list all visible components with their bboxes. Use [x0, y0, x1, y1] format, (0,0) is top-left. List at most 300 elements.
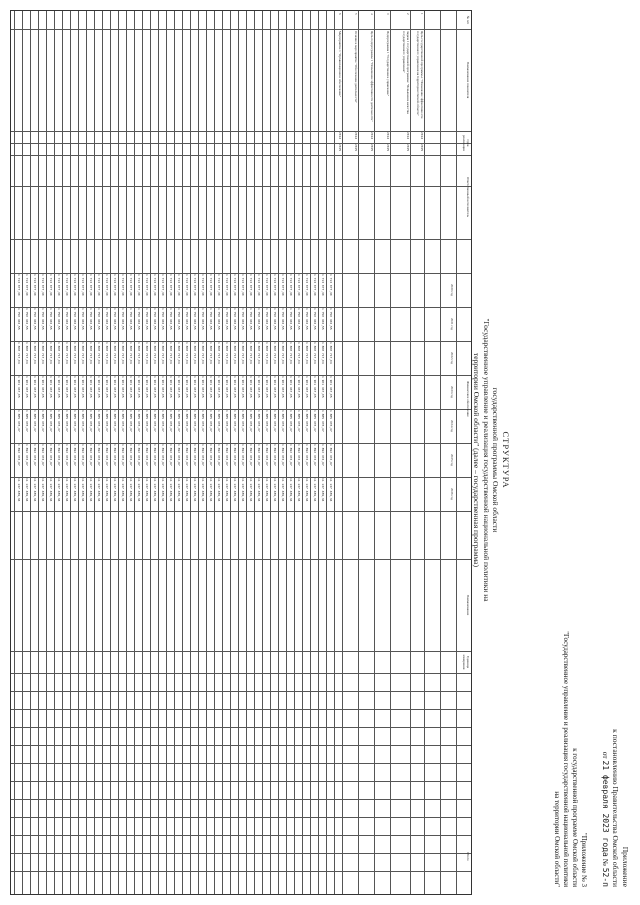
- value-cell: 11 137 489,34: [89, 478, 93, 502]
- value-cell: 1 901 437,05: [201, 376, 205, 398]
- table-column-rule: [11, 763, 471, 764]
- table-column-rule: [11, 691, 471, 692]
- row-name: Цель подпрограммы 1 "Повышение эффективности деятельности": [370, 31, 374, 122]
- table-row-rule: [326, 11, 327, 894]
- value-cell: 1 808 717,04: [17, 342, 21, 364]
- value-cell: 1 750 402,55: [17, 308, 21, 330]
- value-cell: 1 713 677,30: [233, 274, 237, 296]
- title-line-2: "Государственное управление и реализация государственной национальной политики на: [482, 318, 491, 602]
- year-header-cell: 2024 год: [450, 420, 454, 432]
- value-cell: 1 901 437,05: [129, 376, 133, 398]
- value-cell: 1 713 677,30: [169, 274, 173, 296]
- value-cell: 1 713 677,30: [113, 274, 117, 296]
- value-cell: 1 713 677,30: [65, 274, 69, 296]
- year-header-cell: 2025 год: [450, 454, 454, 466]
- value-cell: 1 901 437,05: [289, 376, 293, 398]
- number-value: 52-п: [601, 867, 610, 887]
- value-cell: 11 137 489,34: [257, 478, 261, 502]
- value-cell: 11 137 489,34: [321, 478, 325, 502]
- value-cell: 11 137 489,34: [153, 478, 157, 502]
- value-cell: 1 808 717,04: [297, 342, 301, 364]
- value-cell: 11 137 489,34: [329, 478, 333, 502]
- value-cell: 11 137 489,34: [41, 478, 45, 502]
- table-row-rule: [390, 11, 391, 894]
- value-cell: 1 808 717,04: [137, 342, 141, 364]
- value-cell: 1 713 677,30: [89, 274, 93, 296]
- value-cell: 1 713 677,30: [41, 274, 45, 296]
- value-cell: 1 808 717,04: [169, 342, 173, 364]
- value-cell: 1 808 717,04: [257, 342, 261, 364]
- value-cell: 1 885 476,47: [17, 410, 21, 432]
- value-cell: 1 713 677,30: [289, 274, 293, 296]
- value-cell: 1 901 437,05: [281, 376, 285, 398]
- value-cell: 1 885 476,47: [105, 410, 109, 432]
- value-cell: 1 885 476,47: [273, 410, 277, 432]
- table-row-rule: [214, 11, 215, 894]
- value-cell: 1 713 677,30: [33, 274, 37, 296]
- value-cell: 1 750 402,55: [201, 308, 205, 330]
- value-cell: 1 750 402,55: [313, 308, 317, 330]
- value-cell: 1 713 677,30: [137, 274, 141, 296]
- value-cell: 1 713 677,30: [217, 274, 221, 296]
- value-cell: 1 750 402,55: [97, 308, 101, 330]
- value-cell: 1 808 717,04: [273, 342, 277, 364]
- value-cell: 1 808 717,04: [241, 342, 245, 364]
- value-cell: 1 885 476,47: [321, 410, 325, 432]
- table-row-rule: [110, 11, 111, 894]
- value-cell: 1 901 437,05: [137, 376, 141, 398]
- value-cell: 1 750 402,55: [273, 308, 277, 330]
- table-header-cell: Ответственный исполнитель: [466, 176, 470, 218]
- value-cell: 1 892 474,97: [129, 444, 133, 466]
- table-column-rule: [11, 651, 471, 652]
- value-cell: 1 892 474,97: [289, 444, 293, 466]
- value-cell: 1 750 402,55: [209, 308, 213, 330]
- value-cell: 1 750 402,55: [225, 308, 229, 330]
- value-cell: 1 901 437,05: [49, 376, 53, 398]
- table-row-rule: [318, 11, 319, 894]
- table-row-rule: [198, 11, 199, 894]
- value-cell: 1 892 474,97: [217, 444, 221, 466]
- table-column-rule: [11, 673, 471, 674]
- value-cell: 1 713 677,30: [121, 274, 125, 296]
- value-cell: 1 892 474,97: [89, 444, 93, 466]
- table-column-rule: [11, 835, 471, 836]
- value-cell: 1 750 402,55: [169, 308, 173, 330]
- row-name: Цель государственной программы: "Повышение эффективности государственного управления на территории Омской области": [416, 31, 424, 119]
- value-cell: 1 808 717,04: [177, 342, 181, 364]
- row-end-year: 2025: [386, 144, 390, 152]
- value-cell: 1 808 717,04: [233, 342, 237, 364]
- value-cell: 1 892 474,97: [25, 444, 29, 466]
- document-title: [472, 250, 510, 670]
- value-cell: 11 137 489,34: [161, 478, 165, 502]
- table-row-rule: [102, 11, 103, 894]
- value-cell: 1 892 474,97: [241, 444, 245, 466]
- table-header-cell: Срок реализации: [462, 134, 470, 152]
- table-row-rule: [374, 11, 375, 894]
- value-cell: 1 750 402,55: [81, 308, 85, 330]
- value-cell: 1 808 717,04: [145, 342, 149, 364]
- value-cell: 1 892 474,97: [233, 444, 237, 466]
- table-column-rule: [11, 239, 471, 240]
- value-cell: 11 137 489,34: [73, 478, 77, 502]
- value-cell: 1 885 476,47: [153, 410, 157, 432]
- value-cell: 11 137 489,34: [217, 478, 221, 502]
- value-cell: 1 750 402,55: [137, 308, 141, 330]
- value-cell: 11 137 489,34: [177, 478, 181, 502]
- value-cell: 1 901 437,05: [257, 376, 261, 398]
- value-cell: 1 892 474,97: [81, 444, 85, 466]
- value-cell: 1 750 402,55: [161, 308, 165, 330]
- value-cell: 1 885 476,47: [209, 410, 213, 432]
- row-start-year: 2014: [420, 132, 424, 140]
- table-column-rule: [11, 29, 471, 30]
- value-cell: 1 713 677,30: [49, 274, 53, 296]
- value-cell: 1 713 677,30: [297, 274, 301, 296]
- value-cell: 1 901 437,05: [265, 376, 269, 398]
- value-cell: 1 892 474,97: [33, 444, 37, 466]
- value-cell: 1 750 402,55: [249, 308, 253, 330]
- value-cell: 1 885 476,47: [233, 410, 237, 432]
- table-row-rule: [182, 11, 183, 894]
- value-cell: 1 885 476,47: [65, 410, 69, 432]
- table-row-rule: [14, 11, 15, 894]
- structure-table: [10, 10, 472, 895]
- value-cell: 1 892 474,97: [193, 444, 197, 466]
- value-cell: 1 901 437,05: [193, 376, 197, 398]
- value-cell: 11 137 489,34: [17, 478, 21, 502]
- value-cell: 1 713 677,30: [57, 274, 61, 296]
- value-cell: 1 901 437,05: [297, 376, 301, 398]
- value-cell: 11 137 489,34: [313, 478, 317, 502]
- value-cell: 1 808 717,04: [129, 342, 133, 364]
- title-word: СТРУКТУРА: [501, 431, 511, 489]
- value-cell: 1 885 476,47: [161, 410, 165, 432]
- value-cell: 1 750 402,55: [73, 308, 77, 330]
- row-end-year: 2025: [354, 144, 358, 152]
- value-cell: 1 885 476,47: [81, 410, 85, 432]
- value-cell: 1 892 474,97: [257, 444, 261, 466]
- value-cell: 1 885 476,47: [129, 410, 133, 432]
- table-row-rule: [262, 11, 263, 894]
- value-cell: 1 713 677,30: [177, 274, 181, 296]
- value-cell: 1 808 717,04: [57, 342, 61, 364]
- value-cell: 11 137 489,34: [241, 478, 245, 502]
- value-cell: 1 901 437,05: [233, 376, 237, 398]
- value-cell: 1 713 677,30: [25, 274, 29, 296]
- value-cell: 1 892 474,97: [313, 444, 317, 466]
- value-cell: 1 901 437,05: [225, 376, 229, 398]
- value-cell: 1 901 437,05: [321, 376, 325, 398]
- value-cell: 1 892 474,97: [161, 444, 165, 466]
- approval-stamp: [600, 587, 630, 887]
- row-end-year: 2025: [338, 144, 342, 152]
- value-cell: 1 885 476,47: [33, 410, 37, 432]
- value-cell: 1 892 474,97: [17, 444, 21, 466]
- table-column-rule: [11, 727, 471, 728]
- value-cell: 1 892 474,97: [209, 444, 213, 466]
- value-cell: 1 885 476,47: [217, 410, 221, 432]
- value-cell: 1 808 717,04: [305, 342, 309, 364]
- value-cell: 1 901 437,05: [113, 376, 117, 398]
- value-cell: 1 713 677,30: [193, 274, 197, 296]
- value-cell: 1 885 476,47: [185, 410, 189, 432]
- value-cell: 1 885 476,47: [329, 410, 333, 432]
- table-row-rule: [230, 11, 231, 894]
- value-cell: 1 750 402,55: [41, 308, 45, 330]
- value-cell: 1 808 717,04: [289, 342, 293, 364]
- value-cell: 1 892 474,97: [177, 444, 181, 466]
- value-cell: 1 901 437,05: [41, 376, 45, 398]
- value-cell: 11 137 489,34: [65, 478, 69, 502]
- value-cell: 1 750 402,55: [329, 308, 333, 330]
- value-cell: 1 901 437,05: [121, 376, 125, 398]
- value-cell: 1 885 476,47: [297, 410, 301, 432]
- value-cell: 1 713 677,30: [161, 274, 165, 296]
- value-cell: 1 750 402,55: [105, 308, 109, 330]
- table-row-rule: [78, 11, 79, 894]
- value-cell: 1 750 402,55: [241, 308, 245, 330]
- value-cell: 1 713 677,30: [273, 274, 277, 296]
- table-row-rule: [94, 11, 95, 894]
- value-cell: 1 885 476,47: [145, 410, 149, 432]
- value-cell: 1 808 717,04: [73, 342, 77, 364]
- value-cell: 1 885 476,47: [313, 410, 317, 432]
- value-cell: 1 808 717,04: [161, 342, 165, 364]
- table-row-rule: [46, 11, 47, 894]
- value-cell: 1 885 476,47: [121, 410, 125, 432]
- table-row-rule: [424, 11, 425, 894]
- value-cell: 1 808 717,04: [329, 342, 333, 364]
- value-cell: 1 885 476,47: [249, 410, 253, 432]
- value-cell: 1 885 476,47: [73, 410, 77, 432]
- table-row-rule: [286, 11, 287, 894]
- value-cell: 11 137 489,34: [233, 478, 237, 502]
- table-row-rule: [334, 11, 335, 894]
- year-header-cell: 2026 год: [450, 488, 454, 500]
- value-cell: 1 713 677,30: [81, 274, 85, 296]
- row-number: 1: [420, 13, 424, 15]
- row-number: 6: [338, 13, 342, 15]
- value-cell: 1 901 437,05: [65, 376, 69, 398]
- value-cell: 1 901 437,05: [329, 376, 333, 398]
- value-cell: 1 713 677,30: [17, 274, 21, 296]
- value-cell: 1 892 474,97: [57, 444, 61, 466]
- value-cell: 1 892 474,97: [281, 444, 285, 466]
- annex-line-3: "Государственное управление и реализация государственной национальной политики: [562, 631, 570, 887]
- value-cell: 1 750 402,55: [25, 308, 29, 330]
- value-cell: 1 750 402,55: [65, 308, 69, 330]
- value-cell: 11 137 489,34: [305, 478, 309, 502]
- value-cell: 1 892 474,97: [265, 444, 269, 466]
- table-row-rule: [190, 11, 191, 894]
- value-cell: 1 885 476,47: [97, 410, 101, 432]
- value-cell: 11 137 489,34: [297, 478, 301, 502]
- value-cell: 1 901 437,05: [81, 376, 85, 398]
- table-header-cell: Итого: [466, 852, 470, 861]
- value-cell: 1 750 402,55: [297, 308, 301, 330]
- row-start-year: 2014: [354, 132, 358, 140]
- table-row-rule: [142, 11, 143, 894]
- year-header-cell: 2021 год: [450, 318, 454, 330]
- value-cell: 1 808 717,04: [313, 342, 317, 364]
- value-cell: 1 901 437,05: [169, 376, 173, 398]
- table-row-rule: [278, 11, 279, 894]
- value-cell: 1 713 677,30: [329, 274, 333, 296]
- table-column-rule: [11, 155, 471, 156]
- value-cell: 1 892 474,97: [169, 444, 173, 466]
- value-cell: 1 892 474,97: [73, 444, 77, 466]
- value-cell: 1 901 437,05: [97, 376, 101, 398]
- table-column-rule: [11, 745, 471, 746]
- value-cell: 1 892 474,97: [321, 444, 325, 466]
- value-cell: 11 137 489,34: [185, 478, 189, 502]
- value-cell: 11 137 489,34: [201, 478, 205, 502]
- row-start-year: 2014: [406, 132, 410, 140]
- value-cell: 1 713 677,30: [257, 274, 261, 296]
- value-cell: 1 885 476,47: [89, 410, 93, 432]
- table-row-rule: [222, 11, 223, 894]
- value-cell: 1 892 474,97: [273, 444, 277, 466]
- value-cell: 1 901 437,05: [89, 376, 93, 398]
- value-cell: 1 901 437,05: [209, 376, 213, 398]
- value-cell: 1 892 474,97: [65, 444, 69, 466]
- value-cell: 1 901 437,05: [33, 376, 37, 398]
- value-cell: 1 901 437,05: [105, 376, 109, 398]
- value-cell: 1 713 677,30: [225, 274, 229, 296]
- table-row-rule: [238, 11, 239, 894]
- table-header-cell: Наименование: [466, 594, 470, 616]
- value-cell: 1 750 402,55: [193, 308, 197, 330]
- annex-header: [552, 587, 588, 887]
- table-column-rule: [11, 817, 471, 818]
- value-cell: 1 713 677,30: [153, 274, 157, 296]
- value-cell: 1 808 717,04: [25, 342, 29, 364]
- row-start-year: 2014: [386, 132, 390, 140]
- value-cell: 1 750 402,55: [33, 308, 37, 330]
- value-cell: 1 892 474,97: [225, 444, 229, 466]
- value-cell: 1 713 677,30: [241, 274, 245, 296]
- value-cell: 11 137 489,34: [145, 478, 149, 502]
- value-cell: 1 885 476,47: [137, 410, 141, 432]
- value-cell: 1 750 402,55: [281, 308, 285, 330]
- table-column-rule: [11, 131, 471, 132]
- table-row-rule: [62, 11, 63, 894]
- value-cell: 1 885 476,47: [201, 410, 205, 432]
- value-cell: 1 901 437,05: [185, 376, 189, 398]
- value-cell: 1 713 677,30: [201, 274, 205, 296]
- value-cell: 1 892 474,97: [201, 444, 205, 466]
- annex-line-4: на территории Омской области": [553, 791, 561, 887]
- table-row-rule: [270, 11, 271, 894]
- value-cell: 1 885 476,47: [241, 410, 245, 432]
- value-cell: 1 892 474,97: [185, 444, 189, 466]
- table-row-rule: [118, 11, 119, 894]
- table-column-rule: [11, 143, 471, 144]
- value-cell: 1 892 474,97: [121, 444, 125, 466]
- value-cell: 1 750 402,55: [265, 308, 269, 330]
- value-cell: 1 750 402,55: [89, 308, 93, 330]
- value-cell: 1 885 476,47: [113, 410, 117, 432]
- approval-line: к постановлению Правительства Омской области: [611, 729, 620, 887]
- value-cell: 1 808 717,04: [249, 342, 253, 364]
- value-cell: 1 713 677,30: [145, 274, 149, 296]
- table-row-rule: [158, 11, 159, 894]
- value-cell: 1 750 402,55: [57, 308, 61, 330]
- value-cell: 1 808 717,04: [321, 342, 325, 364]
- table-row-rule: [206, 11, 207, 894]
- value-cell: 1 885 476,47: [177, 410, 181, 432]
- table-row-rule: [38, 11, 39, 894]
- value-cell: 11 137 489,34: [105, 478, 109, 502]
- value-cell: 1 892 474,97: [145, 444, 149, 466]
- value-cell: 1 750 402,55: [257, 308, 261, 330]
- row-number: 5: [354, 13, 358, 15]
- table-row-rule: [410, 11, 411, 894]
- table-row-rule: [70, 11, 71, 894]
- table-column-rule: [11, 511, 471, 512]
- row-name: Основное мероприятие "Обеспечение деятельности": [354, 31, 358, 103]
- year-header-cell: 2023 год: [450, 386, 454, 398]
- value-cell: 1 713 677,30: [105, 274, 109, 296]
- value-cell: 1 713 677,30: [305, 274, 309, 296]
- value-cell: 1 892 474,97: [153, 444, 157, 466]
- row-end-year: 2025: [406, 144, 410, 152]
- value-cell: 1 750 402,55: [113, 308, 117, 330]
- value-cell: 1 808 717,04: [209, 342, 213, 364]
- value-cell: 11 137 489,34: [289, 478, 293, 502]
- value-cell: 1 901 437,05: [73, 376, 77, 398]
- value-cell: 11 137 489,34: [33, 478, 37, 502]
- table-row-rule: [254, 11, 255, 894]
- value-cell: 11 137 489,34: [225, 478, 229, 502]
- value-cell: 1 750 402,55: [305, 308, 309, 330]
- annex-line-1: "Приложение № 3: [580, 832, 588, 887]
- value-cell: 1 808 717,04: [105, 342, 109, 364]
- value-cell: 11 137 489,34: [97, 478, 101, 502]
- value-cell: 11 137 489,34: [273, 478, 277, 502]
- title-line-1: государственной программы Омской области: [491, 387, 501, 533]
- value-cell: 11 137 489,34: [265, 478, 269, 502]
- value-cell: 1 713 677,30: [281, 274, 285, 296]
- row-start-year: 2014: [370, 132, 374, 140]
- row-end-year: 2025: [420, 144, 424, 152]
- value-cell: 1 892 474,97: [97, 444, 101, 466]
- value-cell: 1 808 717,04: [41, 342, 45, 364]
- title-line-3: территории Омской области" (далее – государственная программа): [472, 353, 482, 567]
- value-cell: 1 885 476,47: [25, 410, 29, 432]
- value-cell: 1 901 437,05: [305, 376, 309, 398]
- value-cell: 1 808 717,04: [217, 342, 221, 364]
- value-cell: 1 713 677,30: [321, 274, 325, 296]
- value-cell: 1 901 437,05: [249, 376, 253, 398]
- value-cell: 1 892 474,97: [41, 444, 45, 466]
- value-cell: 1 808 717,04: [121, 342, 125, 364]
- value-cell: 1 892 474,97: [297, 444, 301, 466]
- value-cell: 1 808 717,04: [281, 342, 285, 364]
- approval-date-line: [600, 587, 610, 887]
- value-cell: 1 713 677,30: [97, 274, 101, 296]
- value-cell: 1 750 402,55: [145, 308, 149, 330]
- value-cell: 1 885 476,47: [265, 410, 269, 432]
- value-cell: 1 901 437,05: [241, 376, 245, 398]
- value-cell: 1 713 677,30: [209, 274, 213, 296]
- value-cell: 1 808 717,04: [193, 342, 197, 364]
- value-cell: 1 892 474,97: [105, 444, 109, 466]
- value-cell: 1 808 717,04: [265, 342, 269, 364]
- value-cell: 1 808 717,04: [225, 342, 229, 364]
